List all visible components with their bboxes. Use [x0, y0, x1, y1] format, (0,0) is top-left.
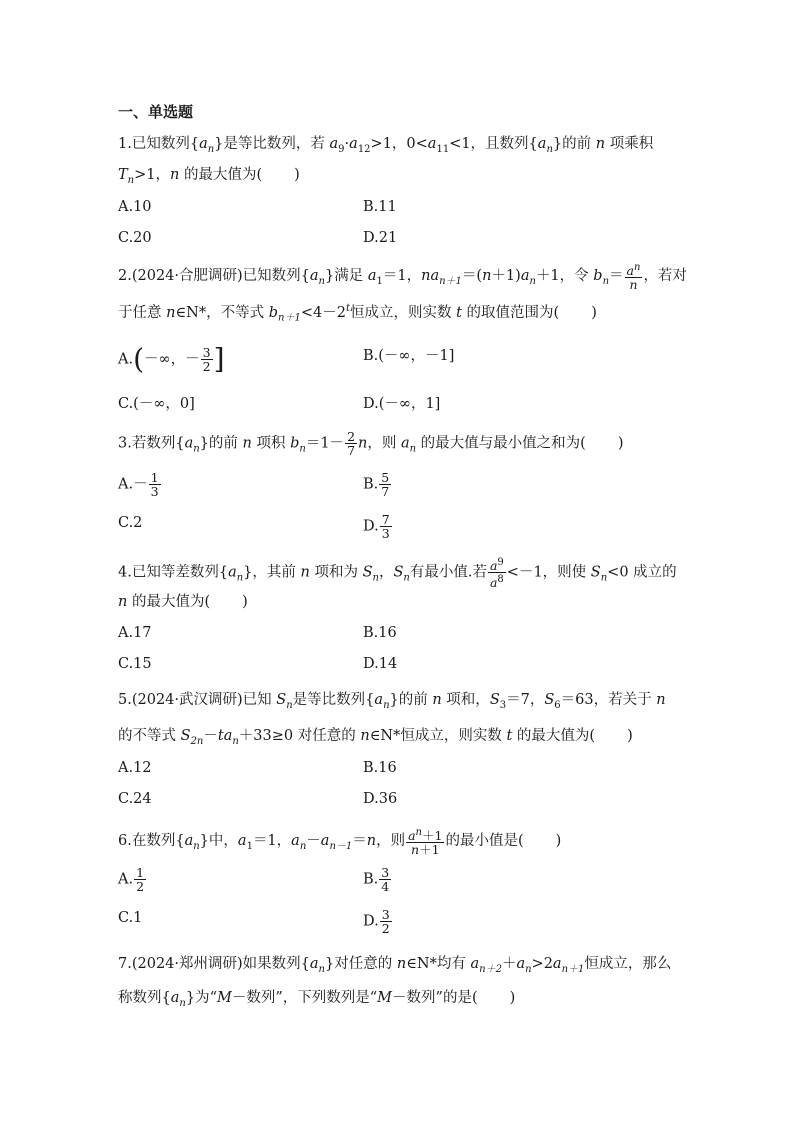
question-6-option-d[interactable]: D. $\frac{3}{2}$	[363, 907, 390, 936]
question-5-option-b[interactable]: B.16	[363, 760, 397, 776]
question-5-option-d[interactable]: D.36	[363, 791, 398, 807]
question-3-option-d[interactable]: D. $\frac{7}{3}$	[363, 512, 390, 541]
question-6-option-b[interactable]: B. $\frac{3}{4}$	[363, 865, 390, 894]
question-1-line-2: $T_n>1$，n 的最大值为( )	[118, 167, 300, 186]
question-1-option-a[interactable]: A.10	[118, 199, 152, 215]
question-4-line-2: n 的最大值为( )	[118, 594, 248, 610]
question-1-option-b[interactable]: B.11	[363, 199, 397, 215]
question-4-option-c[interactable]: C.15	[118, 656, 152, 672]
question-1-line-1: 1.已知数列$\{a_n\}$是等比数列，若 $a_9\cdot a_{12}>1$，$0<a_{11}<1$，且数列$\{a_n\}$的前 n 项乘积	[118, 136, 654, 155]
question-1-option-c[interactable]: C.20	[118, 230, 152, 246]
question-2-line-1: 2.(2024·合肥调研)已知数列$\{a_n\}$满足 $a_1=1$，$na_{n+1}=(n+1)a_n+1$，令 $b_n=$ $\frac{a^n}{n}$ ，若对	[118, 262, 687, 293]
question-2-option-b[interactable]: B.(－∞，－1]	[363, 348, 455, 364]
question-2-option-c[interactable]: C.(－∞，0]	[118, 396, 195, 412]
question-3-option-b[interactable]: B. $\frac{5}{7}$	[363, 470, 390, 499]
question-5-line-2: 的不等式 $S_{2n}-ta_n+33\ge 0$ 对任意的 n∈N*恒成立，则实数 t 的最大值为( )	[118, 728, 633, 747]
question-4-option-b[interactable]: B.16	[363, 625, 397, 641]
question-2-option-d[interactable]: D.(－∞，1]	[363, 396, 441, 412]
question-6-option-a[interactable]: A. $\frac{1}{2}$	[118, 865, 145, 894]
question-5-option-c[interactable]: C.24	[118, 791, 152, 807]
question-5-option-a[interactable]: A.12	[118, 760, 152, 776]
question-4-option-a[interactable]: A.17	[118, 625, 152, 641]
question-5-line-1: 5.(2024·武汉调研)已知 $S_n$是等比数列$\{a_n\}$的前 n 项和，$S_3=7$，$S_6=63$，若关于 n	[118, 692, 666, 711]
question-6-stem: 6.在数列$\{a_n\}$中，$a_1=1$，$a_n-a_{n-1}=n$，则 $\frac{a^n+1}{n+1}$ 的最小值是( )	[118, 827, 562, 858]
question-7-line-2: 称数列$\{a_n\}$为“M－数列”，下列数列是“M－数列”的是( )	[118, 990, 516, 1009]
question-6-option-c[interactable]: C.1	[118, 910, 143, 926]
question-2-option-a[interactable]: A.(－∞，－ $\frac{3}{2}$ ]	[118, 342, 225, 376]
question-7-line-1: 7.(2024·郑州调研)如果数列$\{a_n\}$对任意的 n∈N*均有 $a_{n+2}+a_n>2a_{n+1}$恒成立，那么	[118, 956, 672, 975]
question-3-stem: 3.若数列$\{a_n\}$的前 n 项积 $b_n=1-$ $\frac{2}{7}$ n，则 $a_n$ 的最大值与最小值之和为( )	[118, 429, 624, 458]
question-4-line-1: 4.已知等差数列$\{a_n\}$，其前 n 项和为 $S_n$，$S_n$有最小值.若 $\frac{a^9}{a^8}$ <－1，则使 $S_n<0$ 成立的	[118, 557, 677, 591]
question-1-option-d[interactable]: D.21	[363, 230, 398, 246]
question-4-option-d[interactable]: D.14	[363, 656, 398, 672]
question-2-line-2: 于任意 n∈N*，不等式 $b_{n+1}<4-2^t$恒成立，则实数 t 的取值范围为( )	[118, 303, 597, 324]
fraction-an-over-n: $\frac{a^n}{n}$	[626, 262, 641, 293]
question-3-option-c[interactable]: C.2	[118, 515, 143, 531]
question-3-option-a[interactable]: A.－ $\frac{1}{3}$	[118, 470, 159, 499]
section-title: 一、单选题	[118, 103, 194, 121]
